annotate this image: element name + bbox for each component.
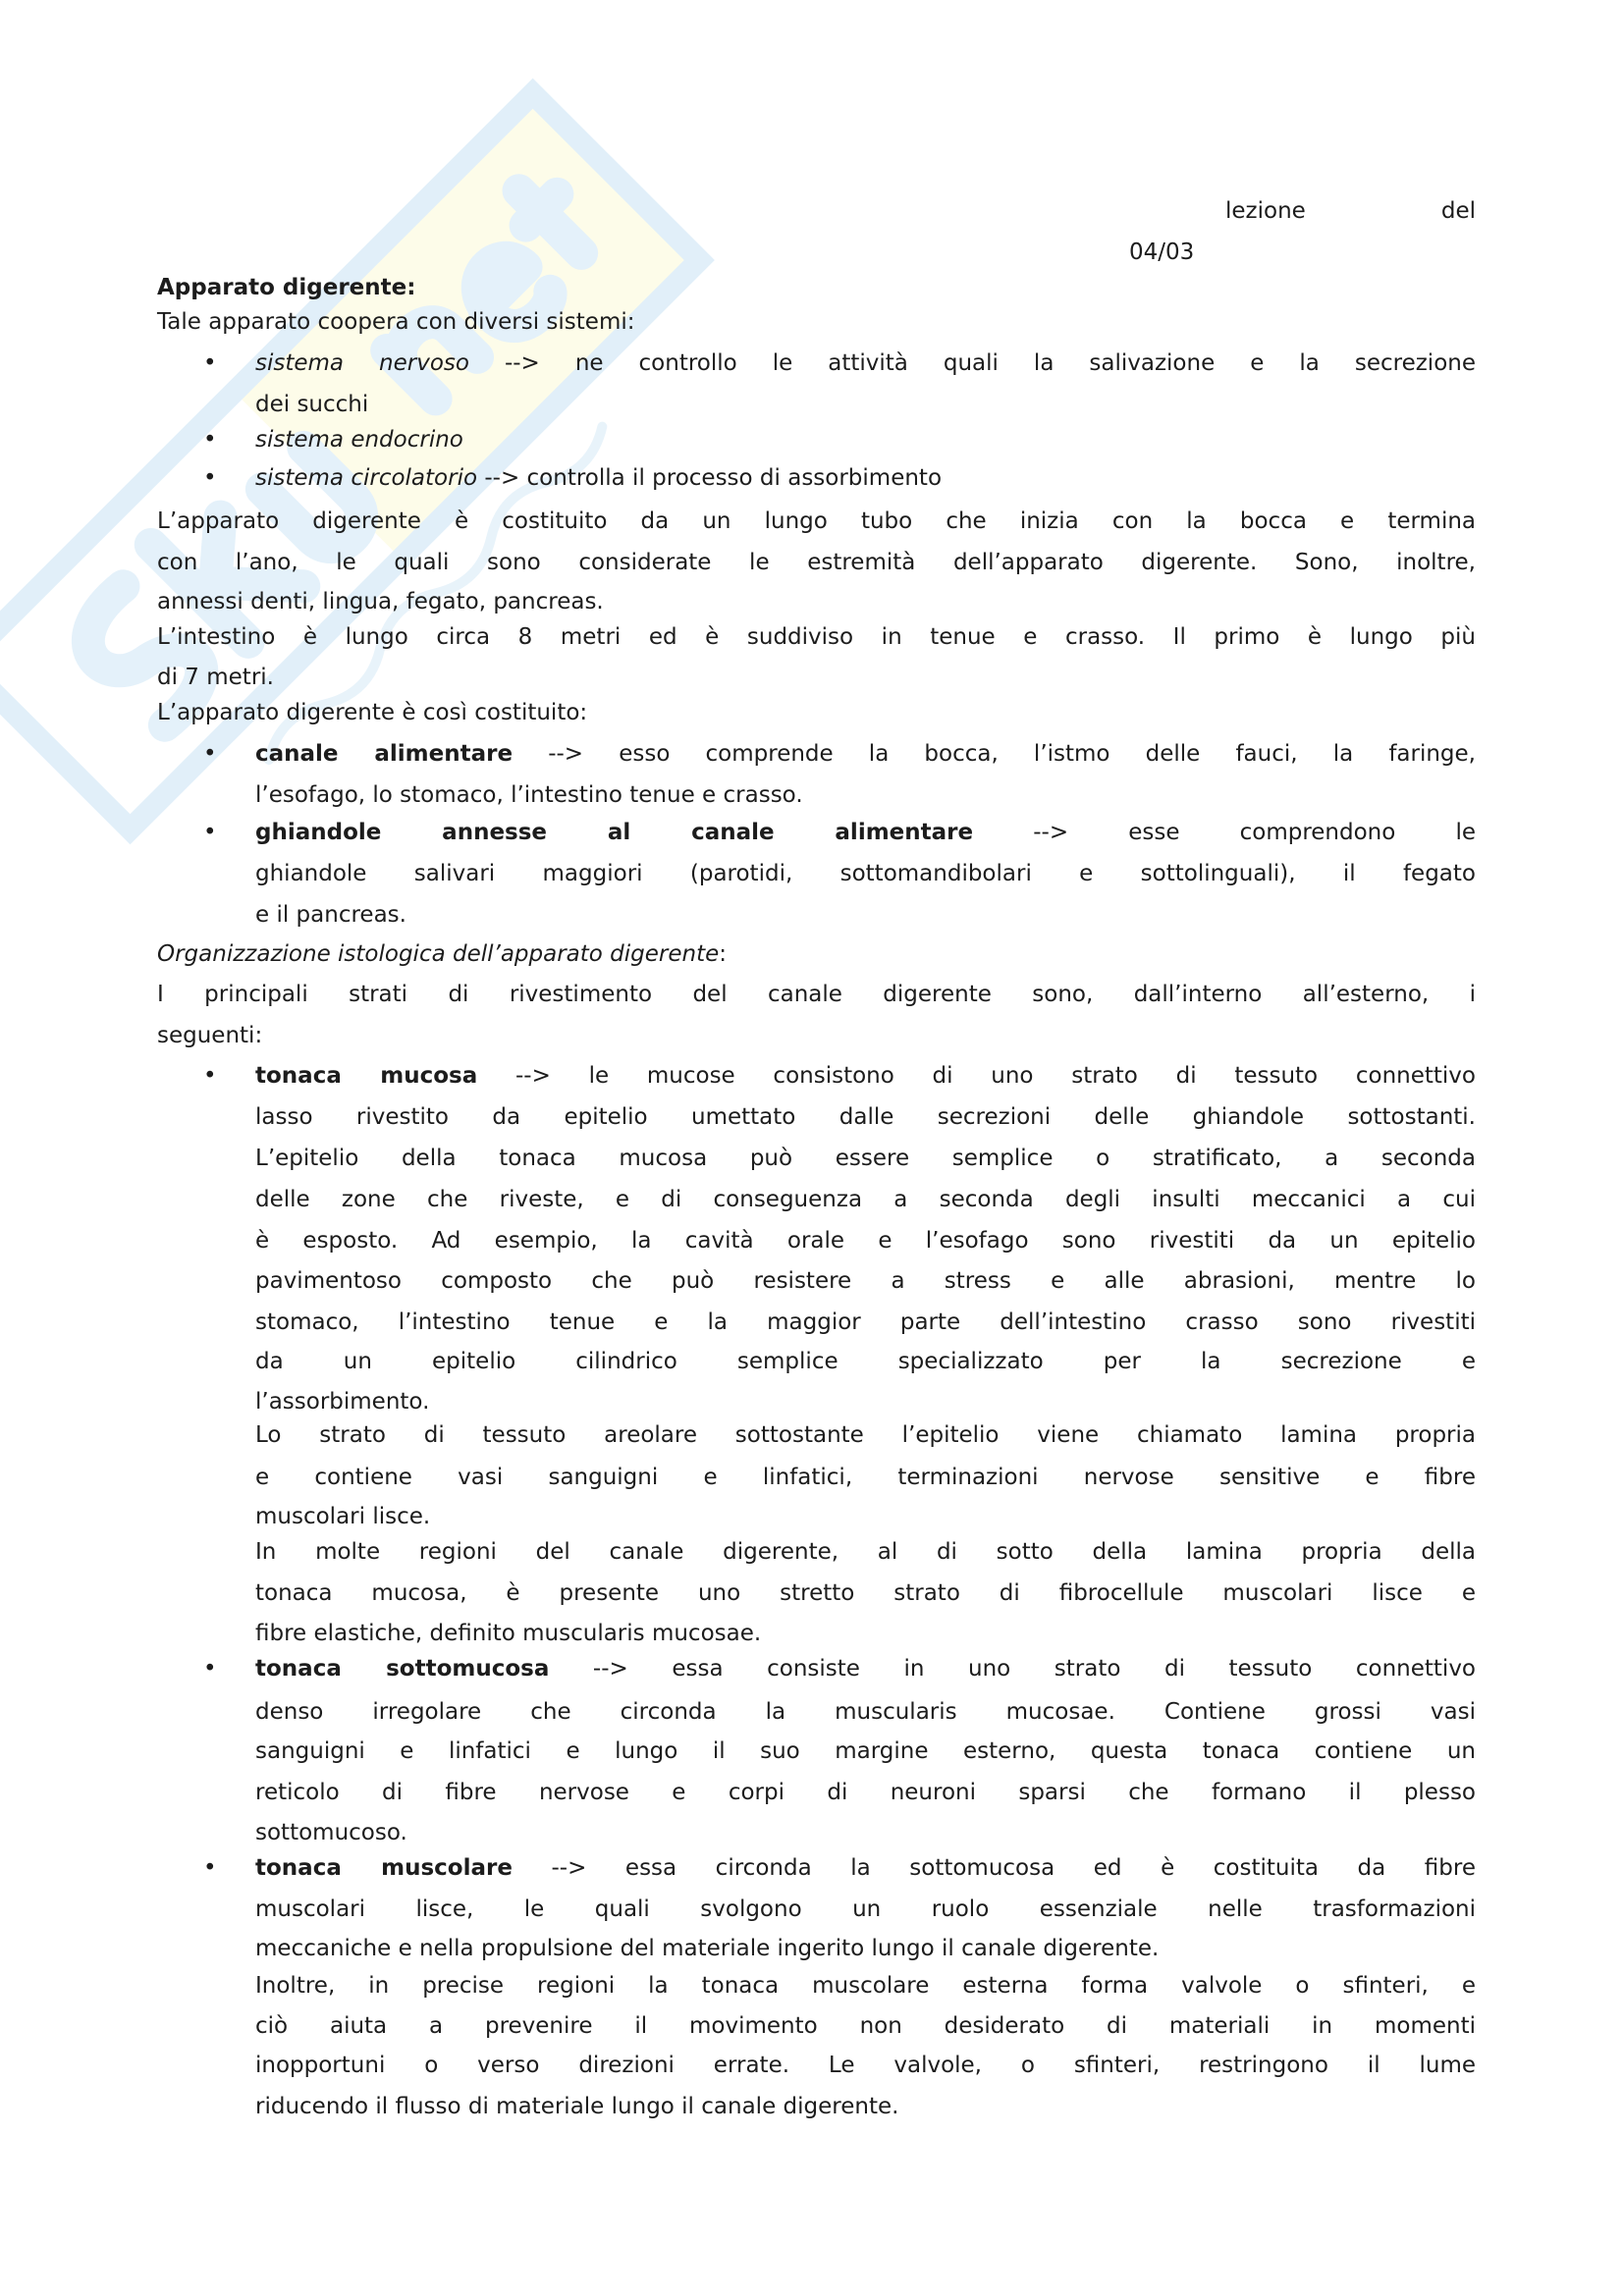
line-text: meccaniche e nella propulsione del materiale ingerito lungo il canale digerente. [255,1936,1160,1961]
line-text: da un epitelio cilindrico semplice specializzato per la secrezione e [255,1349,1476,1374]
lesson-word: lezione [1225,198,1306,224]
list-item-line [255,1100,1476,1134]
bullet-icon: • [203,1656,217,1682]
paragraph-line [157,305,1476,339]
list-item-line [255,1059,1476,1093]
line-text: reticolo di fibre nervose e corpi di neuroni sparsi che formano il plesso [255,1780,1476,1805]
line-text: ciò aiuta a prevenire il movimento non desiderato di materiali in momenti [255,2013,1476,2039]
paragraph-line [157,585,1476,618]
paragraph-line [255,1461,1476,1494]
bullet-icon: • [203,427,217,453]
bullet-icon: • [203,1063,217,1089]
paragraph-line [255,1535,1476,1569]
list-item-line [255,1695,1476,1729]
lesson-date: 04/03 [1129,240,1195,265]
list-item-line [255,898,1476,932]
list-item-line [255,461,1476,495]
lesson-header [1225,194,1476,228]
list-item-line [255,388,1476,421]
bullet-icon: • [203,820,217,845]
list-item-line [255,1893,1476,1926]
list-item-line [255,857,1476,890]
line-text: In molte regioni del canale digerente, al di sotto della lamina propria della [255,1539,1476,1565]
line-text: --> esso comprende la bocca, l’istmo delle fauci, la faringe, [513,741,1476,767]
paragraph-line [157,505,1476,538]
list-item-line [255,1735,1476,1768]
line-text: --> le mucose consistono di uno strato di tessuto connettivo [477,1063,1476,1089]
bullet-icon: • [203,465,217,491]
paragraph-line [157,978,1476,1011]
list-item-line [255,1306,1476,1339]
list-item-line [255,1851,1476,1885]
line-text: I principali strati di rivestimento del canale digerente sono, dall’interno all’esterno, i [157,982,1476,1007]
item-lead: canale alimentare [255,741,514,767]
paragraph-line [255,2049,1476,2082]
line-text: sottomucoso. [255,1820,407,1845]
item-lead: tonaca muscolare [255,1855,513,1881]
list-item-line [255,1932,1476,1965]
paragraph-line [157,937,1476,971]
line-text: Inoltre, in precise regioni la tonaca muscolare esterna forma valvole o sfinteri, e [255,1973,1476,1999]
line-text: --> essa consiste in uno strato di tessuto connettivo [549,1656,1476,1682]
list-item-line [255,1652,1476,1685]
paragraph-line [157,546,1476,579]
list-item-line [255,1385,1476,1418]
line-text: pavimentoso composto che può resistere a stress e alle abrasioni, mentre lo [255,1268,1476,1294]
line-text: L’epitelio della tonaca mucosa può essere semplice o stratificato, a seconda [255,1146,1476,1171]
line-text: --> ne controllo le attività quali la salivazione e la secrezione [468,350,1476,376]
line-text: fibre elastiche, definito muscularis mucosae. [255,1621,762,1646]
bullet-icon: • [203,1855,217,1881]
line-text: muscolari lisce, le quali svolgono un ruolo essenziale nelle trasformazioni [255,1896,1476,1922]
item-lead: sistema circolatorio [255,465,478,491]
list-item-line [255,816,1476,849]
bullet-icon: • [203,741,217,767]
line-text: Tale apparato coopera con diversi sistemi: [157,309,635,335]
line-text: muscolari lisce. [255,1504,431,1529]
paragraph-line [255,2009,1476,2043]
line-text: dei succhi [255,392,369,417]
list-item-line [255,1224,1476,1257]
list-item-line [255,737,1476,771]
list-item-line [255,1142,1476,1175]
list-item-line [255,1264,1476,1298]
item-lead: ghiandole annesse al canale alimentare [255,820,974,845]
paragraph-line [157,620,1476,654]
line-text: tonaca mucosa, è presente uno stretto strato di fibrocellule muscolari lisce e [255,1580,1476,1606]
bullet-icon: • [203,350,217,376]
item-lead: Organizzazione istologica dell’apparato digerente [157,941,720,967]
paragraph-line [255,1617,1476,1650]
list-item-line [255,1816,1476,1849]
paragraph-line [255,1500,1476,1533]
del-word: del [1440,198,1476,224]
line-text: e il pancreas. [255,902,406,928]
page-title: Apparato digerente: [157,275,416,300]
line-text: l’esofago, lo stomaco, l’intestino tenue e crasso. [255,782,803,808]
line-text: riducendo il flusso di materiale lungo il canale digerente. [255,2094,899,2119]
item-lead: tonaca sottomucosa [255,1656,550,1682]
list-item-line [255,1776,1476,1809]
list-item-line [255,347,1476,380]
line-text: è esposto. Ad esempio, la cavità orale e l’esofago sono rivestiti da un epitelio [255,1228,1476,1254]
line-text: Lo strato di tessuto areolare sottostante l’epitelio viene chiamato lamina propria [255,1422,1476,1448]
line-text: --> essa circonda la sottomucosa ed è costituita da fibre [512,1855,1476,1881]
line-text: di 7 metri. [157,665,274,690]
line-text: denso irregolare che circonda la muscularis mucosae. Contiene grossi vasi [255,1699,1476,1725]
line-text: l’assorbimento. [255,1389,430,1415]
line-text: con l’ano, le quali sono considerate le estremità dell’apparato digerente. Sono, inoltre, [157,550,1476,575]
line-text: sanguigni e linfatici e lungo il suo margine esterno, questa tonaca contiene un [255,1738,1476,1764]
item-lead: sistema nervoso [255,350,469,376]
list-item-line [255,778,1476,812]
line-text: --> esse comprendono le [973,820,1476,845]
paragraph-line [255,2090,1476,2123]
paragraph-line [255,1418,1476,1452]
line-text: seguenti: [157,1023,263,1048]
line-text: L’apparato digerente è così costituito: [157,700,588,725]
line-text: --> controlla il processo di assorbimento [477,465,943,491]
line-text: delle zone che riveste, e di conseguenza a seconda degli insulti meccanici a cui [255,1187,1476,1212]
list-item-line [255,423,1476,456]
paragraph-line [157,1019,1476,1052]
list-item-line [255,1345,1476,1378]
line-text: ghiandole salivari maggiori (parotidi, sottomandibolari e sottolinguali), il fegato [255,861,1476,886]
list-item-line [255,1183,1476,1216]
line-text: lasso rivestito da epitelio umettato dalle secrezioni delle ghiandole sottostanti. [255,1104,1476,1130]
line-text: e contiene vasi sanguigni e linfatici, terminazioni nervose sensitive e fibre [255,1465,1476,1490]
paragraph-line [255,1969,1476,2002]
line-text: stomaco, l’intestino tenue e la maggior parte dell’intestino crasso sono rivestiti [255,1309,1476,1335]
paragraph-line [255,1576,1476,1610]
paragraph-line [157,696,1476,729]
item-lead: tonaca mucosa [255,1063,478,1089]
item-lead: sistema endocrino [255,427,463,453]
line-text: inopportuni o verso direzioni errate. Le valvole, o sfinteri, restringono il lume [255,2053,1476,2078]
line-text: : [719,941,728,967]
line-text: L’apparato digerente è costituito da un lungo tubo che inizia con la bocca e termina [157,508,1476,534]
line-text: L’intestino è lungo circa 8 metri ed è suddiviso in tenue e crasso. Il primo è lungo più [157,624,1476,650]
paragraph-line [157,661,1476,694]
line-text: annessi denti, lingua, fegato, pancreas. [157,589,604,614]
